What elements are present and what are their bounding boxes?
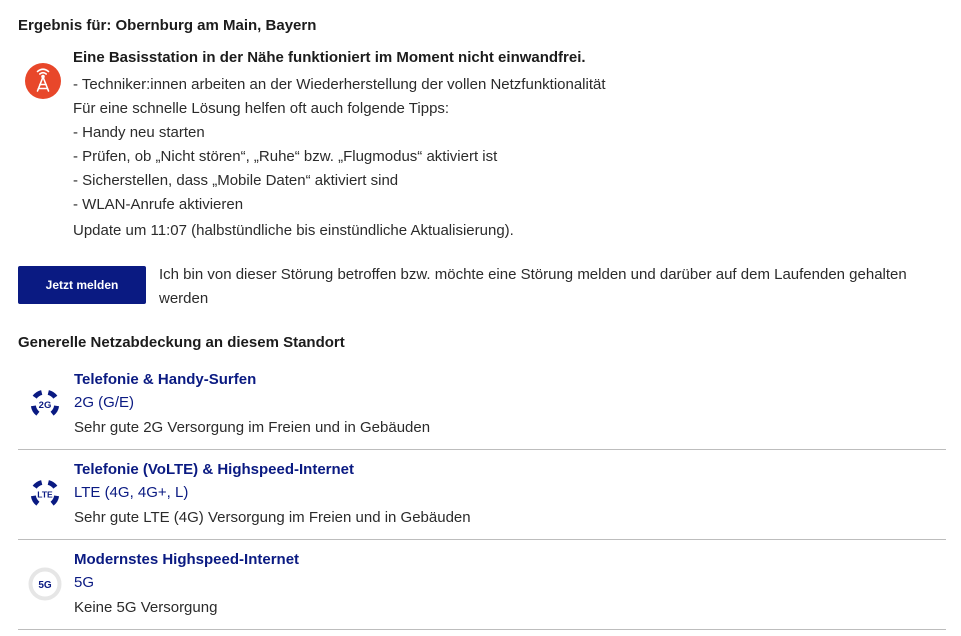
coverage-badge: 5G xyxy=(38,580,52,591)
update-timestamp: Update um 11:07 (halbstündliche bis einstündliche Aktualisierung). xyxy=(73,222,514,239)
coverage-technology: 2G (G/E) xyxy=(74,394,135,411)
alert-line: Für eine schnelle Lösung helfen oft auch folgende Tipps: xyxy=(73,100,450,117)
coverage-description: Sehr gute 2G Versorgung im Freien und in Gebäuden xyxy=(74,419,431,436)
coverage-technology: LTE (4G, 4G+, L) xyxy=(74,484,189,501)
alert-line: - Prüfen, ob „Nicht stören“, „Ruhe“ bzw. „Flugmodus“ aktiviert ist xyxy=(73,148,498,165)
antenna-tower-icon xyxy=(25,63,61,99)
alert-message xyxy=(73,75,606,219)
coverage-badge: LTE xyxy=(37,489,53,500)
result-title: Ergebnis für: Obernburg am Main, Bayern xyxy=(18,17,317,34)
coverage-title: Generelle Netzabdeckung an diesem Standort xyxy=(18,334,345,351)
alert-headline: Eine Basisstation in der Nähe funktioniert im Moment nicht einwandfrei. xyxy=(73,49,586,66)
5g-signal-icon xyxy=(27,566,63,602)
alert-line: - WLAN-Anrufe aktivieren xyxy=(73,196,244,213)
divider xyxy=(18,629,946,630)
alert-line: - Sicherstellen, dass „Mobile Daten“ aktiviert sind xyxy=(73,172,399,189)
2g-signal-icon xyxy=(27,386,63,422)
report-outage-button[interactable]: Jetzt melden xyxy=(18,266,146,304)
coverage-heading: Telefonie & Handy-Surfen xyxy=(74,371,257,388)
coverage-heading: Telefonie (VoLTE) & Highspeed-Internet xyxy=(74,461,355,478)
coverage-heading: Modernstes Highspeed-Internet xyxy=(74,551,300,568)
coverage-description: Sehr gute LTE (4G) Versorgung im Freien und in Gebäuden xyxy=(74,509,471,526)
coverage-technology: 5G xyxy=(74,574,95,591)
coverage-item-lte xyxy=(18,450,946,540)
alert-line: - Techniker:innen arbeiten an der Wiederherstellung der vollen Netzfunktionalität xyxy=(73,76,606,93)
report-description: Ich bin von dieser Störung betroffen bzw. möchte eine Störung melden und darüber auf dem Laufenden gehalten werden xyxy=(159,266,907,307)
alert-line: - Handy neu starten xyxy=(73,124,205,141)
coverage-badge: 2G xyxy=(38,400,52,411)
coverage-item-5g xyxy=(18,540,946,630)
coverage-item-2g xyxy=(18,360,946,450)
coverage-description: Keine 5G Versorgung xyxy=(74,599,218,616)
lte-signal-icon xyxy=(27,476,63,512)
